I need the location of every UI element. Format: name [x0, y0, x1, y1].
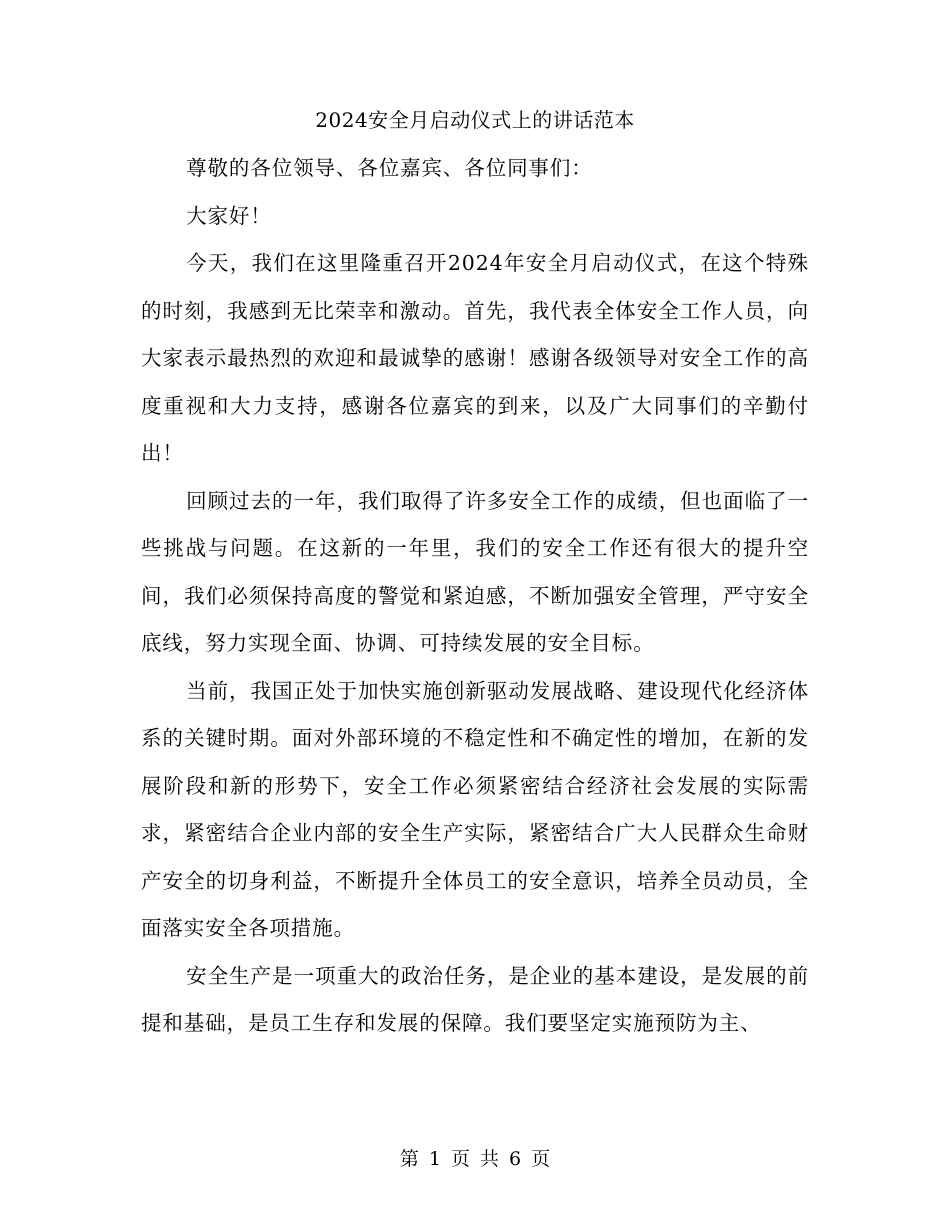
- paragraph-opening: 今天，我们在这里隆重召开2024年安全月启动仪式，在这个特殊的时刻，我感到无比荣幸和激动。首先，我代表全体安全工作人员，向大家表示最热烈的欢迎和最诚挚的感谢！感谢各级领导对安全工作的高度重视和大力支持，感谢各位嘉宾的到来，以及广大同事们的辛勤付出！: [141, 251, 809, 465]
- document-body: [141, 145, 809, 1048]
- paragraph-current-situation: 当前，我国正处于加快实施创新驱动发展战略、建设现代化经济体系的关键时期。面对外部环境的不稳定性和不确定性的增加，在新的发展阶段和新的形势下，安全工作必须紧密结合经济社会发展的实际需求，紧密结合企业内部的安全生产实际，紧密结合广大人民群众生命财产安全的切身利益，不断提升全体员工的安全意识，培养全员动员，全面落实安全各项措施。: [141, 678, 809, 940]
- page-number-footer: 第 1 页 共 6 页: [399, 1148, 551, 1170]
- paragraph-review: 回顾过去的一年，我们取得了许多安全工作的成绩，但也面临了一些挑战与问题。在这新的一年里，我们的安全工作还有很大的提升空间，我们必须保持高度的警觉和紧迫感，不断加强安全管理，严守安全底线，努力实现全面、协调、可持续发展的安全目标。: [141, 488, 809, 655]
- document-title: 2024安全月启动仪式上的讲话范本: [315, 108, 635, 132]
- paragraph-salutation: 尊敬的各位领导、各位嘉宾、各位同事们：: [186, 156, 593, 180]
- paragraph-safety-production: 安全生产是一项重大的政治任务，是企业的基本建设，是发展的前提和基础，是员工生存和发展的保障。我们要坚定实施预防为主、: [141, 963, 809, 1035]
- paragraph-greeting: 大家好！: [186, 203, 272, 228]
